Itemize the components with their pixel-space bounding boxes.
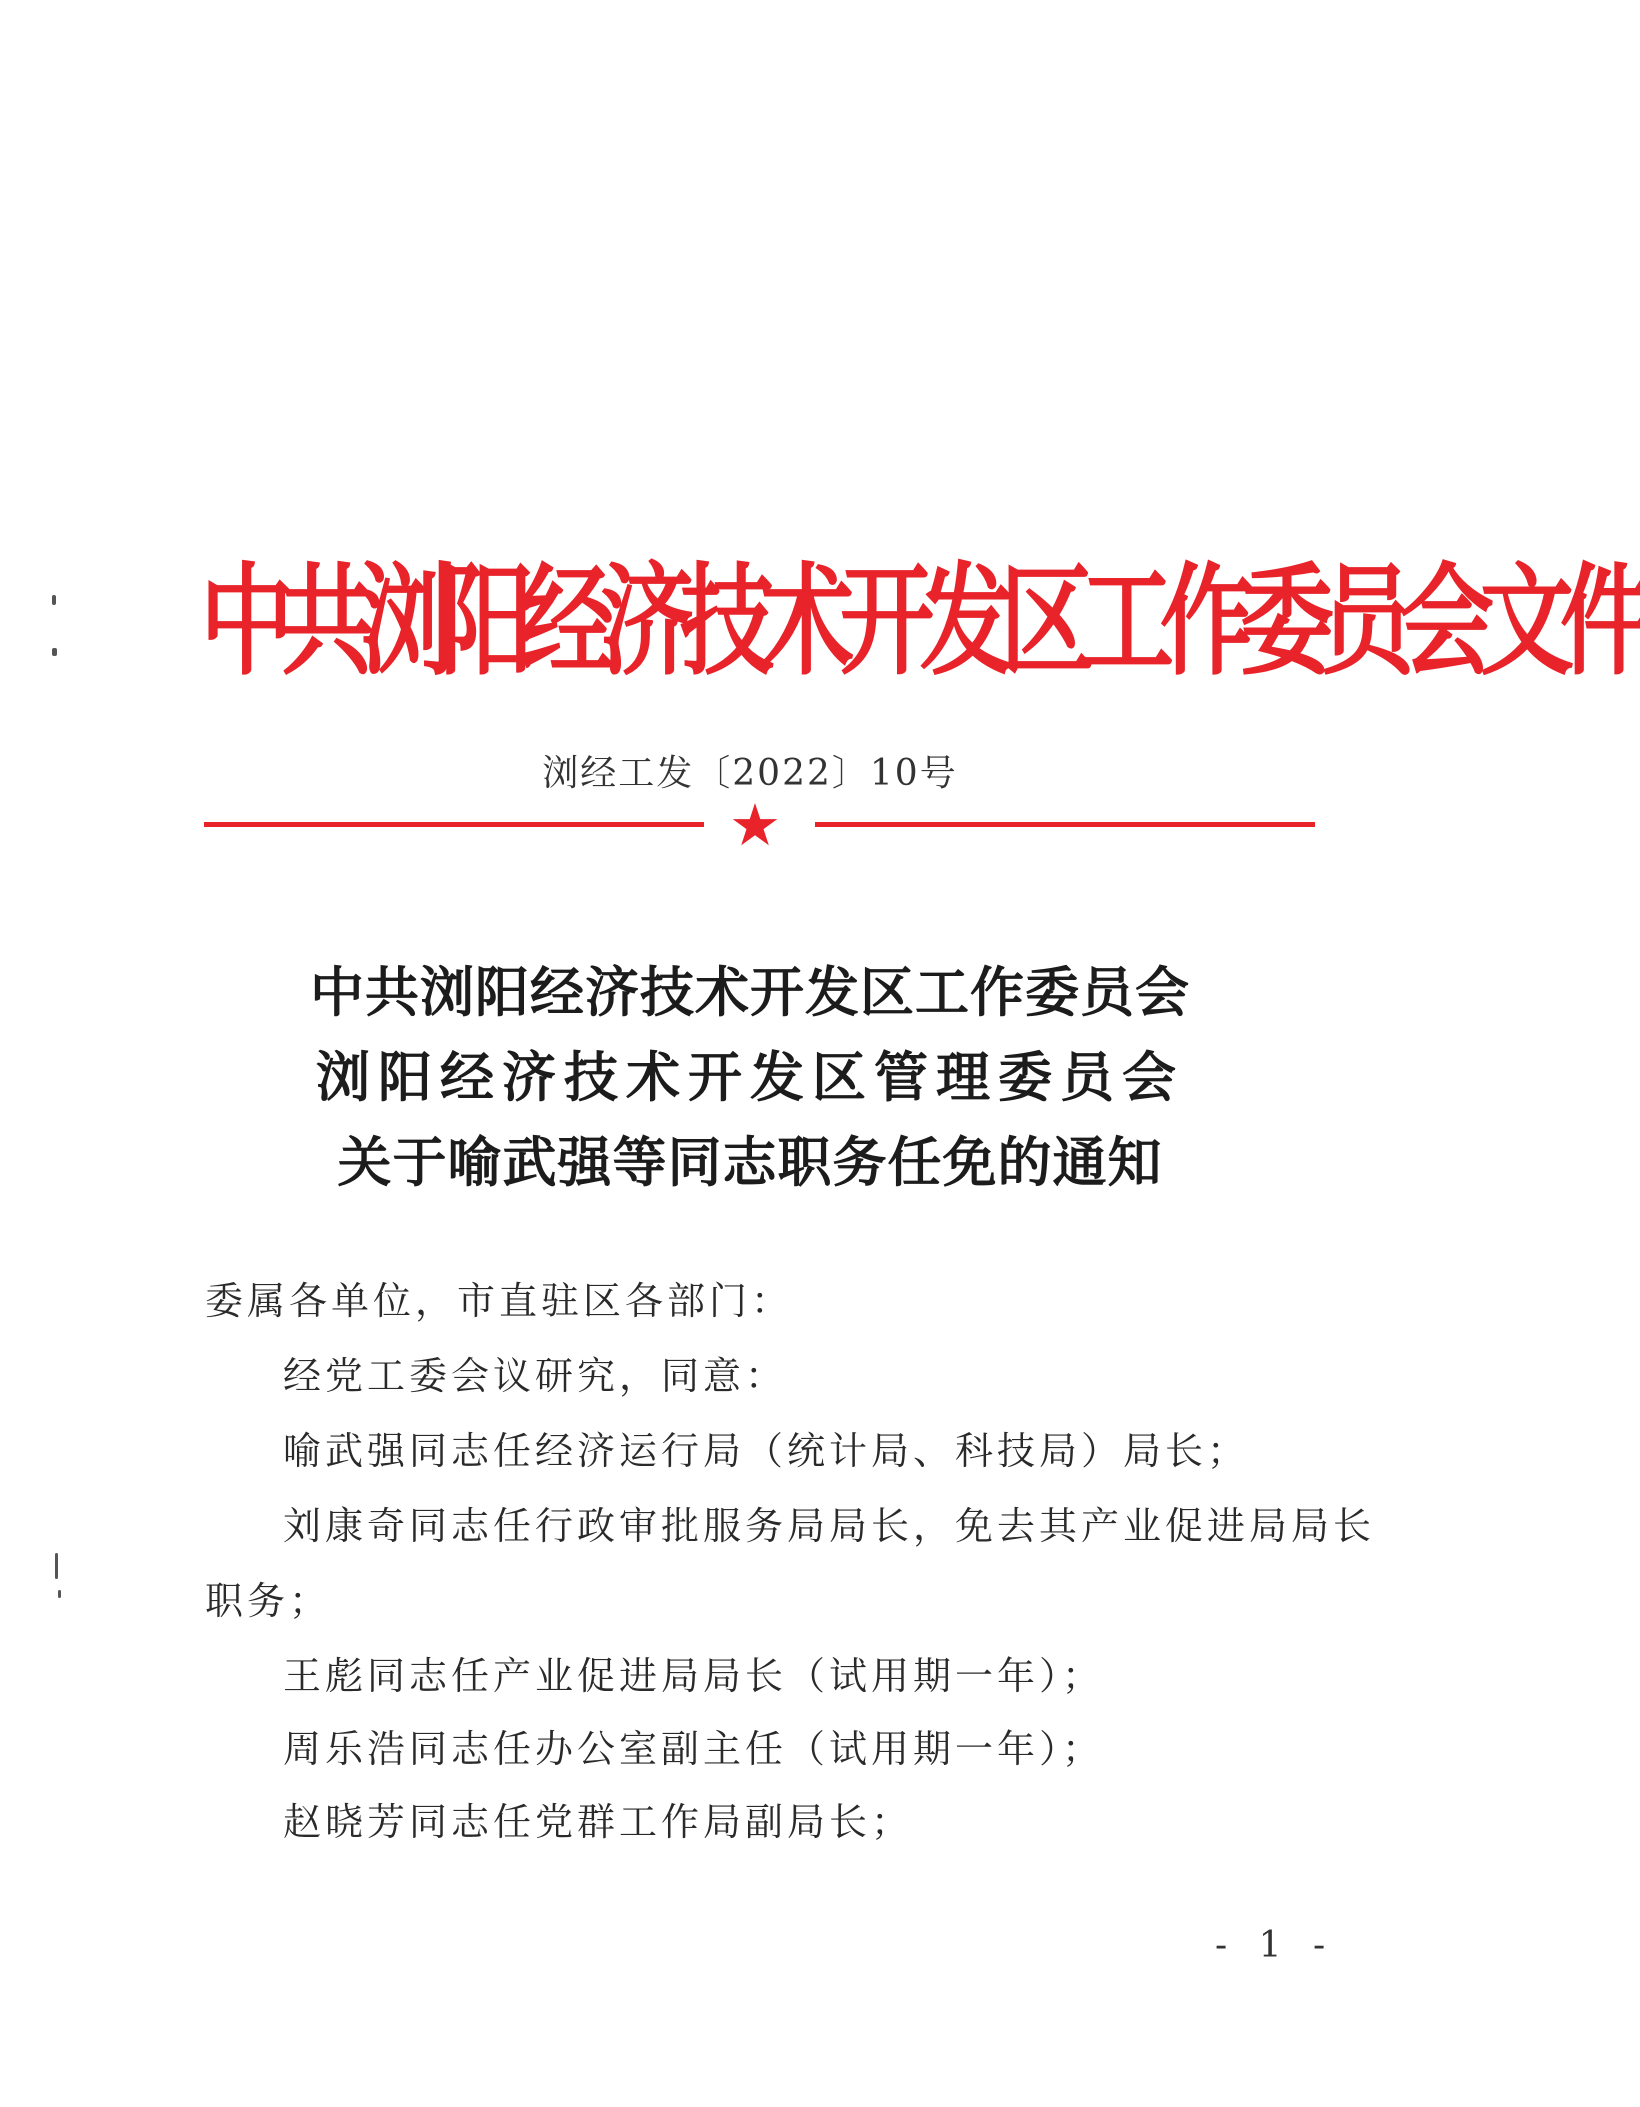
red-rule-right [815,822,1315,827]
scan-speck [55,1553,58,1579]
title-line-3: 关于喻武强等同志职务任免的通知 [337,1131,1163,1194]
issuer-banner: 中共浏阳经济技术开发区工作委员会文件 [200,553,1640,693]
appointment-item: 周乐浩同志任办公室副主任（试用期一年）； [283,1727,1105,1771]
title-line-1: 中共浏阳经济技术开发区工作委员会 [310,961,1190,1024]
page-number: - 1 - [1215,1925,1336,1966]
intro-paragraph: 经党工委会议研究，同意： [283,1354,788,1398]
title-line-2: 浏阳经济技术开发区管理委员会 [316,1046,1184,1109]
appointment-item: 刘康奇同志任行政审批服务局局长，免去其产业促进局局长 [283,1504,1376,1548]
appointment-item: 喻武强同志任经济运行局（统计局、科技局）局长； [283,1429,1250,1473]
scan-speck [52,595,56,605]
red-rule-left [204,822,704,827]
scan-speck [52,648,57,656]
appointment-item-continuation: 职务； [205,1579,332,1623]
red-star-icon: ★ [729,791,781,859]
scan-speck [58,1590,61,1598]
appointment-item: 赵晓芳同志任党群工作局副局长； [283,1800,914,1844]
appointment-item: 王彪同志任产业促进局局长（试用期一年）； [283,1654,1105,1698]
salutation: 委属各单位，市直驻区各部门： [205,1279,794,1323]
document-number: 浏经工发〔2022〕10号 [542,753,958,794]
